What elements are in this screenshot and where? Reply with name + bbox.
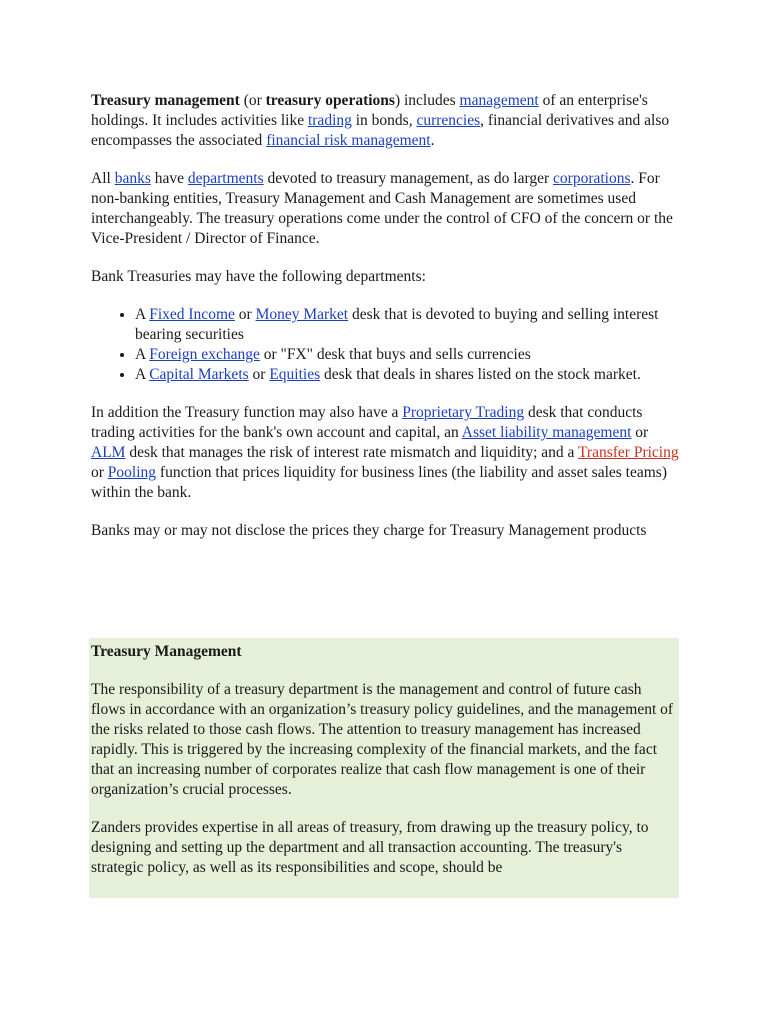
intro-paragraph: Treasury management (or treasury operations) includes management of an enterprise's holdings. It includes activities like trading in bonds, currencies, financial derivatives and also encompasses the associated financial risk management. — [91, 92, 670, 149]
link-management[interactable]: management — [459, 92, 539, 109]
term-treasury-management: Treasury management — [91, 92, 240, 109]
link-capital-markets[interactable]: Capital Markets — [149, 366, 249, 383]
list-item: • A Fixed Income or Money Market desk that is devoted to buying and selling interest bearing securities — [135, 305, 681, 345]
section-heading: Treasury Management — [91, 643, 242, 660]
link-alm[interactable]: ALM — [91, 444, 126, 461]
link-money-market[interactable]: Money Market — [255, 306, 349, 323]
departments-list — [91, 305, 681, 385]
banks-paragraph: All banks have departments devoted to treasury management, as do larger corporations. For non-banking entities, Treasury Management and Cash Management are sometimes used interchangeably. The treasury operations come under the control of CFO of the concern or the Vice-President / Director of Finance. — [91, 170, 673, 247]
link-equities[interactable]: Equities — [269, 366, 321, 383]
link-financial-risk-management[interactable]: financial risk management — [266, 132, 431, 149]
disclose-paragraph: Banks may or may not disclose the prices they charge for Treasury Management products — [91, 522, 647, 539]
term-treasury-operations: treasury operations — [265, 92, 395, 109]
addition-paragraph: In addition the Treasury function may also have a Proprietary Trading desk that conducts trading activities for the bank's own account and capital, an Asset liability management or ALM desk that manages the risk of interest rate mismatch and liquidity; and a Transfer Pricing or Pooling function that prices liquidity for business lines (the liability and asset sales teams) within the bank. — [91, 404, 679, 501]
section-paragraph: Zanders provides expertise in all areas of treasury, from drawing up the treasury policy, to designing and setting up the department and all transaction accounting. The treasury's strategic policy, as well as its responsibilities and scope, should be — [91, 819, 649, 876]
link-corporations[interactable]: corporations — [553, 170, 631, 187]
link-transfer-pricing[interactable]: Transfer Pricing — [578, 444, 679, 461]
link-banks[interactable]: banks — [114, 170, 151, 187]
highlighted-section — [89, 638, 679, 898]
link-foreign-exchange[interactable]: Foreign exchange — [149, 346, 260, 363]
departments-intro: Bank Treasuries may have the following departments: — [91, 268, 426, 285]
list-item: • A Foreign exchange or "FX" desk that buys and sells currencies — [135, 345, 681, 365]
section-paragraph: The responsibility of a treasury department is the management and control of future cash flows in accordance with an organization’s treasury policy guidelines, and the management of the risks related to those cash flows. The attention to treasury management has increased rapidly. This is triggered by the increasing complexity of the financial markets, and the fact that an increasing number of corporates realize that cash flow management is one of their organization’s crucial processes. — [91, 681, 674, 798]
link-currencies[interactable]: currencies — [416, 112, 481, 129]
link-departments[interactable]: departments — [187, 170, 264, 187]
link-trading[interactable]: trading — [307, 112, 352, 129]
link-pooling[interactable]: Pooling — [107, 464, 157, 481]
list-item: • A Capital Markets or Equities desk that deals in shares listed on the stock market. — [135, 365, 681, 385]
link-asset-liability-management[interactable]: Asset liability management — [461, 424, 632, 441]
link-proprietary-trading[interactable]: Proprietary Trading — [402, 404, 525, 421]
article-body — [91, 91, 681, 559]
link-fixed-income[interactable]: Fixed Income — [149, 306, 235, 323]
